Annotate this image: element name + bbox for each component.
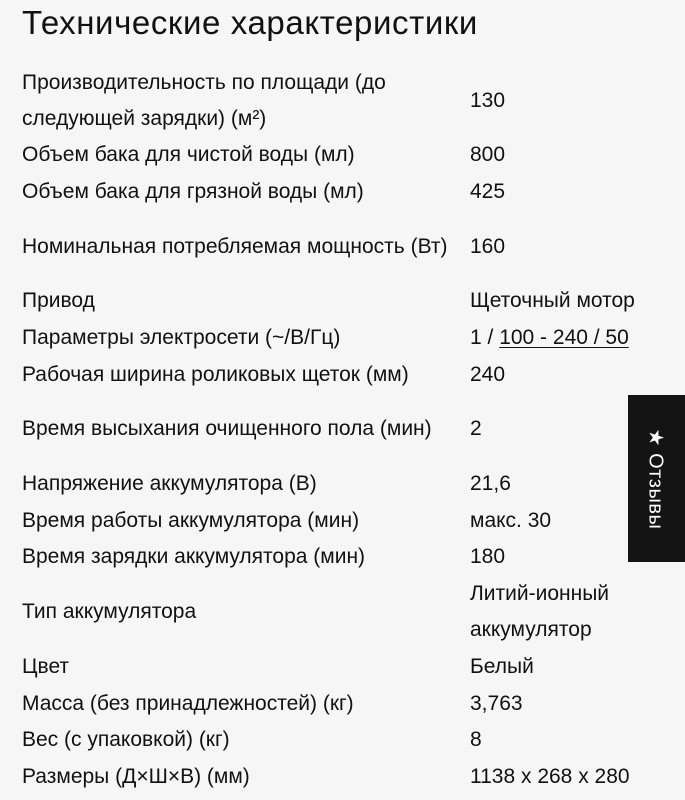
spec-value: Белый	[470, 655, 534, 679]
reviews-tab-content[interactable]	[644, 429, 669, 530]
spec-value	[468, 320, 662, 356]
spec-label: Размеры (Д×Ш×В) (мм)	[22, 764, 250, 788]
spec-value: 3,763	[470, 691, 523, 715]
spec-label: Время работы аккумулятора (мин)	[22, 508, 360, 532]
spec-value: 240	[470, 362, 506, 386]
reviews-tab-button[interactable]	[628, 395, 685, 562]
spec-label: Параметры электросети (~/В/Гц)	[22, 326, 341, 350]
spec-value: макс. 30	[470, 508, 552, 532]
spec-row	[22, 466, 662, 503]
spec-row	[22, 320, 662, 357]
spec-row	[22, 722, 662, 759]
star-icon: ★	[644, 428, 667, 448]
spec-value: 1138 x 268 x 280	[470, 764, 630, 788]
spec-row	[22, 539, 662, 576]
spec-value: 8	[470, 728, 482, 752]
spec-value-prefix: 1 /	[470, 326, 500, 350]
spec-row	[22, 64, 662, 137]
spec-value: 800	[470, 143, 506, 167]
spec-label: Тип аккумулятора	[22, 600, 197, 624]
spec-value: 425	[470, 179, 506, 203]
spec-label: Объем бака для грязной воды (мл)	[22, 179, 364, 203]
specs-table	[22, 64, 662, 795]
spec-value: 2	[470, 417, 482, 441]
spec-label: Производительность по площади (до следующей зарядки) (м²)	[22, 70, 386, 130]
spec-value: 21,6	[470, 472, 511, 496]
spec-row	[22, 685, 662, 722]
spec-row	[22, 283, 662, 320]
spec-row	[22, 503, 662, 540]
spec-label: Масса (без принадлежностей) (кг)	[22, 691, 354, 715]
spec-label: Привод	[22, 289, 95, 313]
spec-value: Литий-ионный аккумулятор	[470, 582, 610, 642]
spec-label: Рабочая ширина роликовых щеток (мм)	[22, 362, 409, 386]
spec-value: 130	[470, 88, 506, 112]
spec-label: Время высыхания очищенного пола (мин)	[22, 417, 432, 441]
voltage-frequency-link[interactable]: 100 - 240 / 50	[499, 326, 629, 350]
spec-row	[22, 393, 662, 466]
spec-value: 160	[470, 234, 506, 258]
spec-label: Номинальная потребляемая мощность (Вт)	[22, 234, 448, 258]
spec-label: Время зарядки аккумулятора (мин)	[22, 545, 366, 569]
spec-label: Цвет	[22, 655, 70, 679]
page-title: Технические характеристики	[22, 4, 478, 41]
spec-label: Вес (с упаковкой) (кг)	[22, 728, 230, 752]
spec-row	[22, 576, 662, 649]
spec-label: Объем бака для чистой воды (мл)	[22, 143, 355, 167]
spec-label: Напряжение аккумулятора (В)	[22, 472, 317, 496]
spec-row	[22, 210, 662, 283]
spec-value: 180	[470, 545, 506, 569]
spec-row	[22, 759, 662, 796]
spec-row	[22, 174, 662, 211]
spec-row	[22, 137, 662, 174]
spec-value: Щеточный мотор	[470, 289, 635, 313]
reviews-tab-label: Отзывы	[644, 453, 667, 530]
spec-row	[22, 356, 662, 393]
spec-row	[22, 649, 662, 686]
